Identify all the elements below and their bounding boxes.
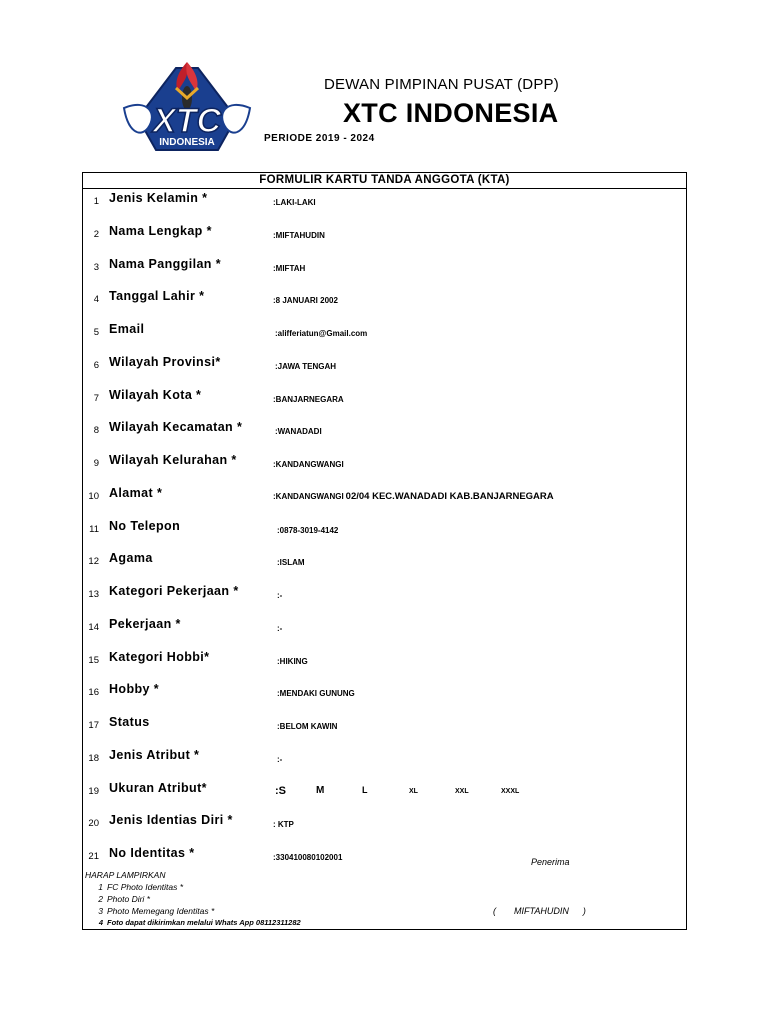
field-value-text: :- xyxy=(277,591,283,600)
form-title: FORMULIR KARTU TANDA ANGGOTA (KTA) xyxy=(83,173,686,189)
field-value-text: :ISLAM xyxy=(277,558,305,568)
field-number: 1 xyxy=(93,196,99,207)
field-label: Nama Panggilan * xyxy=(109,256,221,271)
field-number: 19 xyxy=(88,785,99,797)
field-label: Agama xyxy=(109,551,153,566)
signature-name: MIFTAHUDIN xyxy=(514,906,569,916)
field-row xyxy=(83,846,686,866)
receiver-label: Penerima xyxy=(531,857,570,867)
field-label: Status xyxy=(109,715,150,729)
attachment-item xyxy=(83,894,150,904)
field-value xyxy=(275,427,322,436)
field-value xyxy=(273,853,342,862)
field-row xyxy=(83,257,686,277)
field-value-extra: 02/04 KEC.WANADADI KAB.BANJARNEGARA xyxy=(345,490,554,502)
field-label: Kategori Pekerjaan * xyxy=(109,584,239,598)
field-row xyxy=(83,289,686,309)
field-value-text: :330410080102001 xyxy=(273,853,343,862)
field-label: Jenis Identias Diri * xyxy=(109,813,233,828)
field-value xyxy=(277,657,308,666)
size-option: XXL xyxy=(455,787,469,795)
field-value-text: : KTP xyxy=(273,820,294,830)
attachment-text: Photo Diri * xyxy=(107,894,150,904)
field-value-text: :KANDANGWANGI xyxy=(273,460,344,469)
field-value xyxy=(273,820,294,829)
field-row xyxy=(83,813,686,833)
field-row xyxy=(83,551,686,571)
field-number: 17 xyxy=(88,720,99,731)
attachment-number: 1 xyxy=(98,882,103,892)
field-value xyxy=(275,329,367,338)
field-row xyxy=(83,584,686,604)
field-value xyxy=(277,591,282,600)
field-label: No Telepon xyxy=(109,518,181,533)
field-number: 6 xyxy=(93,359,99,371)
field-number: 4 xyxy=(93,294,99,306)
attachment-text: Foto dapat dikirimkan melalui Whats App 08112311282 xyxy=(107,918,301,927)
field-row xyxy=(83,420,686,440)
field-number: 18 xyxy=(88,752,99,764)
field-value-text: :MIFTAHUDIN xyxy=(273,230,325,240)
size-option: L xyxy=(362,784,368,795)
field-number: 3 xyxy=(93,261,99,273)
field-value xyxy=(273,231,325,240)
size-options xyxy=(83,781,686,801)
field-number: 21 xyxy=(88,851,99,862)
field-row xyxy=(83,519,686,539)
field-value-text: :HIKING xyxy=(277,656,308,666)
signature-close: ) xyxy=(582,906,586,916)
field-value-text: :WANADADI xyxy=(275,427,322,437)
field-row xyxy=(83,322,686,342)
field-value xyxy=(275,362,336,371)
field-value xyxy=(273,264,305,273)
field-value-text: :- xyxy=(277,754,283,764)
field-value-text: :JAWA TENGAH xyxy=(275,361,337,371)
field-row xyxy=(83,682,686,702)
field-value xyxy=(273,198,316,207)
field-label: Nama Lengkap * xyxy=(109,223,212,238)
field-value-text: :KANDANGWANGI xyxy=(273,491,344,501)
field-value-text: :MIFTAH xyxy=(273,263,306,273)
attachments-title: HARAP LAMPIRKAN xyxy=(85,870,166,880)
field-number: 2 xyxy=(93,228,99,240)
field-label: Wilayah Kelurahan * xyxy=(109,453,237,467)
field-value xyxy=(277,689,355,698)
field-number: 10 xyxy=(88,490,99,502)
field-label: Jenis Atribut * xyxy=(109,747,200,762)
period: PERIODE 2019 - 2024 xyxy=(264,133,375,144)
attachment-item xyxy=(83,906,214,916)
logo-subtext: INDONESIA xyxy=(159,137,215,148)
field-row xyxy=(83,224,686,244)
field-value-text: :8 JANUARI 2002 xyxy=(273,296,338,306)
field-number: 5 xyxy=(93,327,99,338)
signature-block xyxy=(493,906,586,916)
field-value-text: :0878-3019-4142 xyxy=(277,525,339,535)
attachment-item xyxy=(83,918,301,927)
field-row xyxy=(83,617,686,637)
org-line: DEWAN PIMPINAN PUSAT (DPP) xyxy=(324,76,559,93)
field-value xyxy=(273,460,344,469)
field-value xyxy=(277,755,282,764)
field-number: 15 xyxy=(88,654,99,666)
field-row xyxy=(83,388,686,408)
field-value xyxy=(273,491,554,502)
field-row xyxy=(83,715,686,735)
field-number: 7 xyxy=(93,392,99,404)
field-value-text: :- xyxy=(277,623,283,633)
field-label: Tanggal Lahir * xyxy=(109,289,205,304)
size-option: M xyxy=(316,784,325,796)
size-option: :S xyxy=(275,784,286,797)
signature-open: ( xyxy=(493,906,496,916)
field-label: Pekerjaan * xyxy=(109,616,181,631)
attachment-text: FC Photo Identitas * xyxy=(107,882,184,892)
field-value xyxy=(277,526,338,535)
field-number: 20 xyxy=(88,818,99,830)
attachment-text: Photo Memegang Identitas * xyxy=(107,906,215,916)
field-row xyxy=(83,748,686,768)
field-label: Jenis Kelamin * xyxy=(109,191,208,205)
field-row xyxy=(83,650,686,670)
field-value-text: :LAKI-LAKI xyxy=(273,198,316,207)
field-label: Email xyxy=(109,322,145,336)
field-number: 11 xyxy=(89,523,99,535)
field-row xyxy=(83,781,686,801)
field-value xyxy=(273,296,338,305)
field-value-text: :MENDAKI GUNUNG xyxy=(277,689,355,699)
field-label: Wilayah Kota * xyxy=(109,387,202,402)
logo-text: XTC xyxy=(153,102,221,140)
field-row xyxy=(83,453,686,473)
field-value xyxy=(277,558,305,567)
attachment-number: 4 xyxy=(98,918,103,927)
attachment-item xyxy=(83,882,183,892)
attachment-number: 2 xyxy=(98,894,103,904)
field-value xyxy=(277,624,282,633)
attachment-number: 3 xyxy=(98,906,103,916)
field-label: Hobby * xyxy=(109,682,160,697)
field-value xyxy=(273,395,344,404)
size-option: XXXL xyxy=(501,787,520,795)
field-row xyxy=(83,486,686,506)
field-label: Ukuran Atribut* xyxy=(109,780,207,795)
field-value-text: :BELOM KAWIN xyxy=(277,722,338,731)
field-label: Kategori Hobbi* xyxy=(109,649,210,664)
field-number: 12 xyxy=(88,556,99,568)
size-option: XL xyxy=(409,787,418,795)
field-label: Alamat * xyxy=(109,485,163,500)
org-name: XTC INDONESIA xyxy=(343,98,559,128)
membership-form xyxy=(82,172,687,930)
field-label: Wilayah Kecamatan * xyxy=(109,420,243,435)
field-label: Wilayah Provinsi* xyxy=(109,354,221,369)
field-value xyxy=(277,722,337,731)
field-number: 9 xyxy=(93,458,99,469)
field-number: 13 xyxy=(88,589,99,600)
field-number: 8 xyxy=(93,425,99,437)
xtc-logo xyxy=(118,58,256,156)
field-value-text: :alifferiatun@Gmail.com xyxy=(275,329,368,338)
field-number: 16 xyxy=(88,687,99,699)
field-row xyxy=(83,191,686,211)
field-value-text: :BANJARNEGARA xyxy=(273,394,344,404)
field-number: 14 xyxy=(88,621,99,633)
field-label: No Identitas * xyxy=(109,846,195,860)
field-row xyxy=(83,355,686,375)
